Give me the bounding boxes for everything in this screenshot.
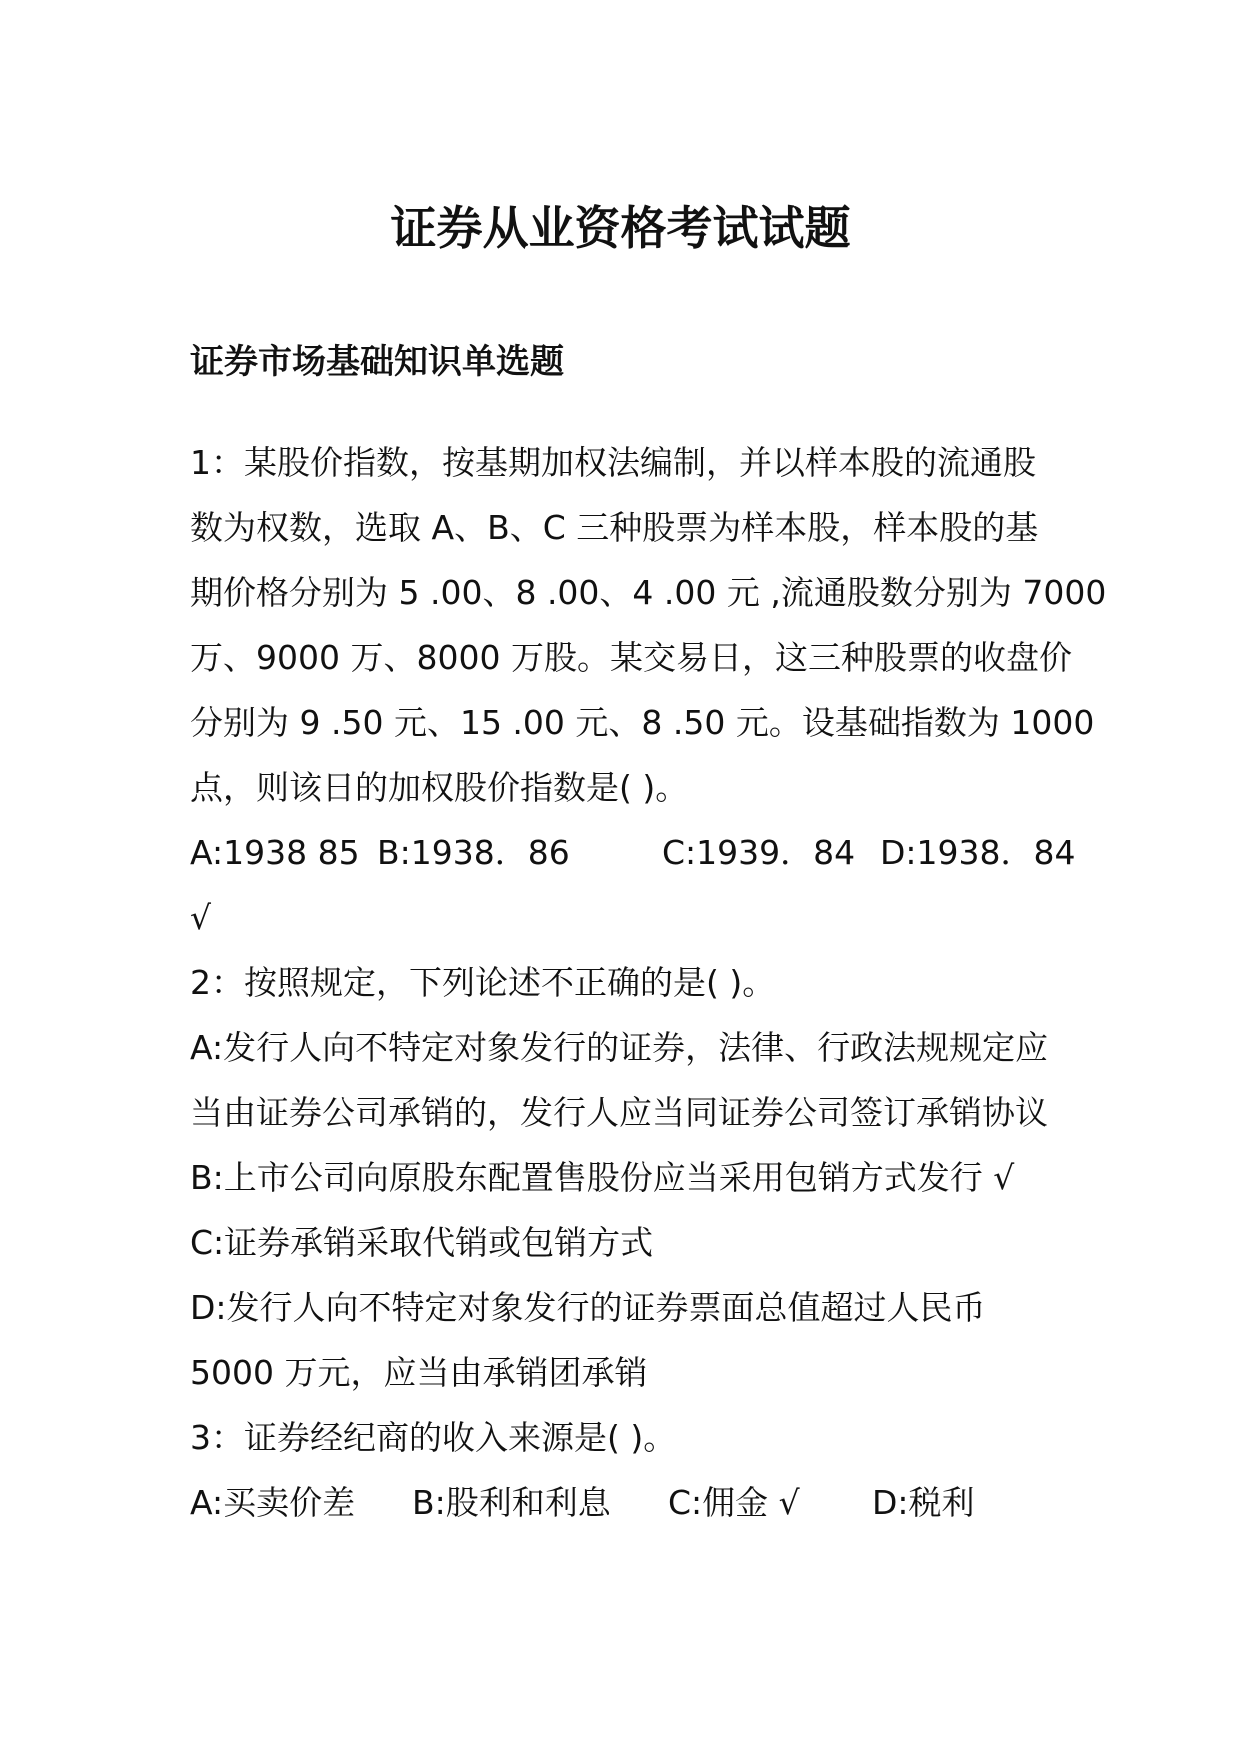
- question-2: [190, 950, 1070, 1405]
- option-a: A:1938 85: [190, 833, 360, 872]
- option-d: D:税利: [872, 1483, 975, 1522]
- question-2-option-line: B:上市公司向原股东配置售股份应当采用包销方式发行 √: [190, 1158, 1015, 1197]
- section-title: 证券市场基础知识单选题: [190, 342, 564, 382]
- question-2-stem: 2：按照规定，下列论述不正确的是( )。: [190, 963, 776, 1002]
- question-list: [190, 430, 1107, 1535]
- question-2-option-line: 当由证券公司承销的，发行人应当同证券公司签订承销协议: [190, 1093, 1048, 1132]
- question-1-line: 万、9000 万、8000 万股。某交易日，这三种股票的收盘价: [190, 638, 1072, 677]
- option-c: C:佣金 √: [668, 1483, 800, 1522]
- option-b: B:股利和利息: [412, 1483, 611, 1522]
- question-2-option-line: D:发行人向不特定对象发行的证券票面总值超过人民币: [190, 1288, 986, 1327]
- option-b: B:1938．86: [377, 833, 570, 872]
- question-2-option-line: 5000 万元，应当由承销团承销: [190, 1353, 648, 1392]
- option-d: D:1938．84: [880, 833, 1076, 872]
- document-title: 证券从业资格考试试题: [390, 201, 851, 255]
- question-1-line: 点，则该日的加权股价指数是( )。: [190, 768, 689, 807]
- question-1-line: 期价格分别为 5 .00、8 .00、4 .00 元 ,流通股数分别为 7000: [190, 573, 1107, 612]
- question-1-line: 数为权数，选取 A、B、C 三种股票为样本股，样本股的基: [190, 508, 1039, 547]
- question-1-line: 分别为 9 .50 元、15 .00 元、8 .50 元。设基础指数为 1000: [190, 703, 1095, 742]
- option-a: A:买卖价差: [190, 1483, 356, 1522]
- question-3-stem: 3：证券经纪商的收入来源是( )。: [190, 1418, 677, 1457]
- question-2-option-line: A:发行人向不特定对象发行的证券，法律、行政法规规定应: [190, 1028, 1049, 1067]
- question-3: [190, 1405, 1070, 1535]
- question-2-option-line: C:证券承销采取代销或包销方式: [190, 1223, 654, 1262]
- question-1: [190, 430, 1107, 950]
- question-1-options: [190, 820, 1076, 885]
- question-1-line: 1：某股价指数，按基期加权法编制，并以样本股的流通股: [190, 443, 1036, 482]
- answer-mark: √: [190, 898, 212, 937]
- option-c: C:1939．84: [662, 833, 856, 872]
- question-3-options: [190, 1470, 1070, 1535]
